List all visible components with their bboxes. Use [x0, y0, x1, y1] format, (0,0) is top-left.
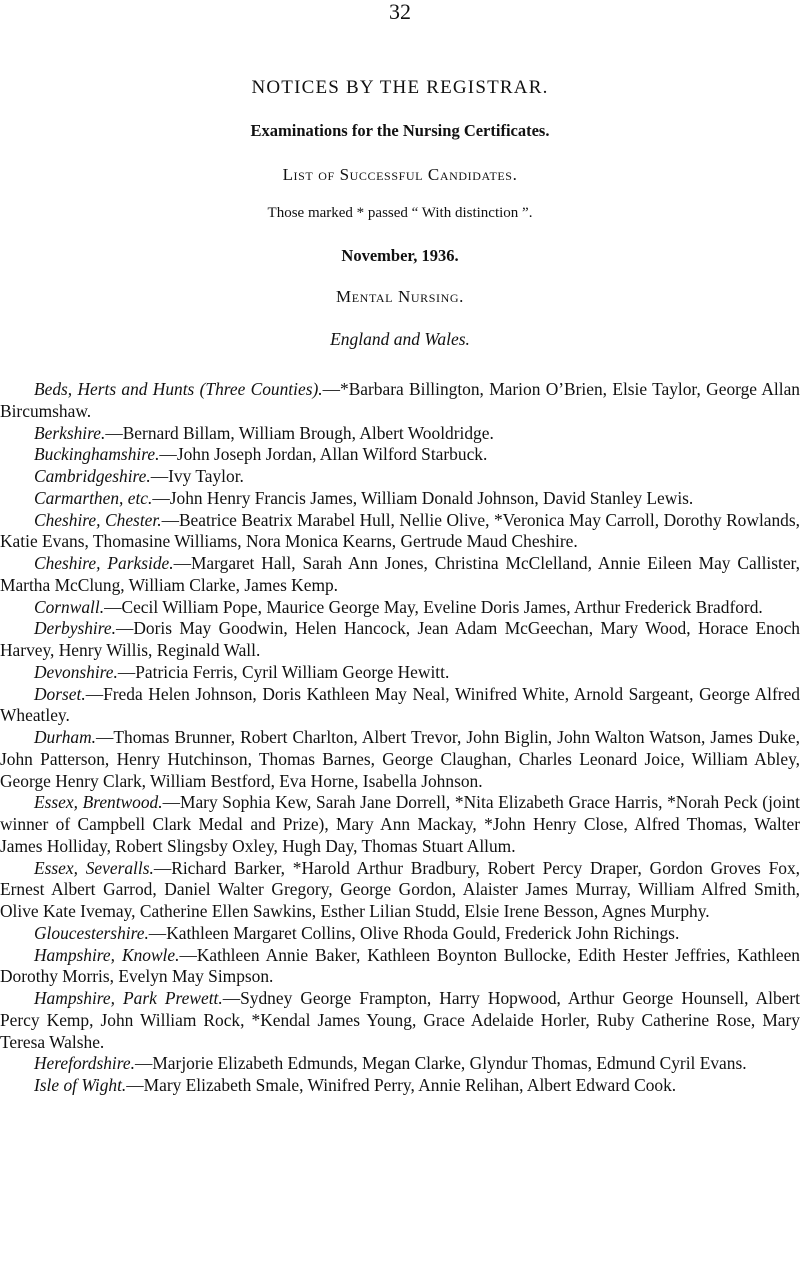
candidate-names: —Cecil William Pope, Maurice George May, Eveline Doris James, Arthur Frederick Bradford. — [104, 596, 763, 617]
candidate-names: —Beatrice Beatrix Marabel Hull, Nellie Olive, *Veronica May Carroll, Dorothy Rowlands, Katie Evans, Thomasine Williams, Nora Monica Kearns, Gertrude Maud Cheshire. — [0, 509, 800, 552]
candidate-names: —Bernard Billam, William Brough, Albert Wooldridge. — [105, 422, 494, 443]
county-name: Hampshire, Park Prewett. — [34, 988, 223, 1008]
county-entry — [0, 945, 800, 989]
county-name: Durham. — [34, 727, 97, 747]
county-entry — [0, 618, 800, 662]
county-entry — [0, 792, 800, 857]
candidate-names: —Marjorie Elizabeth Edmunds, Megan Clarke, Glyndur Thomas, Edmund Cyril Evans. — [134, 1053, 747, 1074]
county-entry — [0, 444, 800, 466]
region-heading: England and Wales. — [330, 329, 470, 349]
candidate-names: —Doris May Goodwin, Helen Hancock, Jean Adam McGeechan, Mary Wood, Horace Enoch Harvey, Henry Willis, Reginald Wall. — [0, 618, 800, 660]
county-name: Cornwall. — [34, 596, 105, 617]
county-entry — [0, 466, 800, 488]
candidate-names: —John Henry Francis James, William Donald Johnson, David Stanley Lewis. — [152, 487, 694, 508]
candidate-names: —Patricia Ferris, Cyril William George Hewitt. — [117, 661, 450, 682]
county-entry — [0, 858, 800, 923]
county-name: Dorset. — [34, 683, 86, 704]
candidate-names: —Freda Helen Johnson, Doris Kathleen May Neal, Winifred White, Arnold Sargeant, George Alfred Wheatley. — [0, 683, 800, 726]
county-entry — [0, 923, 800, 945]
candidate-names: —Margaret Hall, Sarah Ann Jones, Christina McClelland, Annie Eileen May Callister, Martha McClung, William Clarke, James Kemp. — [0, 553, 800, 595]
county-entry — [0, 379, 800, 423]
county-name: Devonshire. — [34, 661, 118, 682]
county-entry — [0, 597, 800, 619]
candidate-names: —Ivy Taylor. — [150, 466, 244, 486]
candidate-names: —John Joseph Jordan, Allan Wilford Starbuck. — [159, 444, 488, 465]
date-heading: November, 1936. — [341, 246, 459, 265]
county-name: Derbyshire. — [34, 618, 116, 639]
county-entry — [0, 684, 800, 728]
county-entry — [0, 727, 800, 792]
notices-heading: NOTICES BY THE REGISTRAR. — [251, 77, 549, 98]
county-entry — [0, 488, 800, 510]
county-entry — [0, 553, 800, 597]
county-name: Cheshire, Parkside. — [34, 553, 174, 573]
candidate-names: —Kathleen Margaret Collins, Olive Rhoda Gould, Frederick John Richings. — [148, 922, 680, 943]
county-name: Beds, Herts and Hunts (Three Counties). — [34, 379, 323, 399]
county-name: Essex, Severalls. — [34, 857, 154, 878]
county-name: Essex, Brentwood. — [34, 792, 163, 813]
candidate-names: —Mary Sophia Kew, Sarah Jane Dorrell, *Nita Elizabeth Grace Harris, *Norah Peck (joint winner of Campbell Clark Medal and Prize), Mary Ann Mackay, *John Henry Close, Alfred Thomas, Walter James Holliday, Robert Slingsby Oxley, Hugh Day, Thomas Stuart Allum. — [0, 792, 800, 856]
candidate-names: —Mary Elizabeth Smale, Winifred Perry, Annie Relihan, Albert Edward Cook. — [126, 1075, 677, 1095]
distinction-note: Those marked * passed “ With distinction ”. — [267, 205, 533, 221]
candidate-names: —Richard Barker, *Harold Arthur Bradbury, Robert Percy Draper, Gordon Groves Fox, Ernest Albert Garrod, Daniel Walter Gregory, George Gordon, Alaister James Murray, William Alfred Smith, Olive Kate Ivemay, Catherine Ellen Sawkins, Esther Lilian Studd, Elsie Irene Besson, Agnes Murphy. — [0, 857, 800, 921]
county-name: Buckinghamshire. — [34, 444, 160, 465]
candidate-list — [0, 379, 800, 1097]
section-heading: Mental Nursing. — [336, 287, 464, 306]
exam-heading: Examinations for the Nursing Certificates. — [250, 121, 550, 140]
candidate-names: —*Barbara Billington, Marion O’Brien, Elsie Taylor, George Allan Bircumshaw. — [0, 379, 800, 421]
county-entry — [0, 988, 800, 1053]
candidate-names: —Sydney George Frampton, Harry Hopwood, Arthur George Hounsell, Albert Percy Kemp, John William Rock, *Kendal James Young, Grace Adelaide Horler, Ruby Catherine Rose, Mary Teresa Walshe. — [0, 988, 800, 1052]
county-entry — [0, 1075, 800, 1097]
county-entry — [0, 423, 800, 445]
county-name: Hampshire, Knowle. — [34, 944, 180, 965]
page-number: 32 — [389, 0, 411, 24]
list-heading: List of Successful Candidates. — [282, 165, 518, 184]
county-name: Cambridgeshire. — [34, 466, 151, 486]
county-name: Isle of Wight. — [34, 1075, 127, 1095]
county-name: Herefordshire. — [34, 1053, 135, 1074]
county-entry — [0, 1053, 800, 1075]
county-name: Gloucestershire. — [34, 922, 149, 943]
county-entry — [0, 662, 800, 684]
candidate-names: —Kathleen Annie Baker, Kathleen Boynton Bullocke, Edith Hester Jeffries, Kathleen Dorothy Morris, Evelyn May Simpson. — [0, 944, 800, 987]
county-entry — [0, 510, 800, 554]
county-name: Berkshire. — [34, 422, 106, 443]
county-name: Cheshire, Chester. — [34, 509, 162, 530]
county-name: Carmarthen, etc. — [34, 487, 153, 508]
candidate-names: —Thomas Brunner, Robert Charlton, Albert Trevor, John Biglin, John Walton Watson, James Duke, John Patterson, Henry Hutchinson, Thomas Barnes, George Claughan, Charles Leonard Joice, William Abley, George Henry Clark, William Bestford, Eva Horne, Isabella Johnson. — [0, 727, 800, 791]
